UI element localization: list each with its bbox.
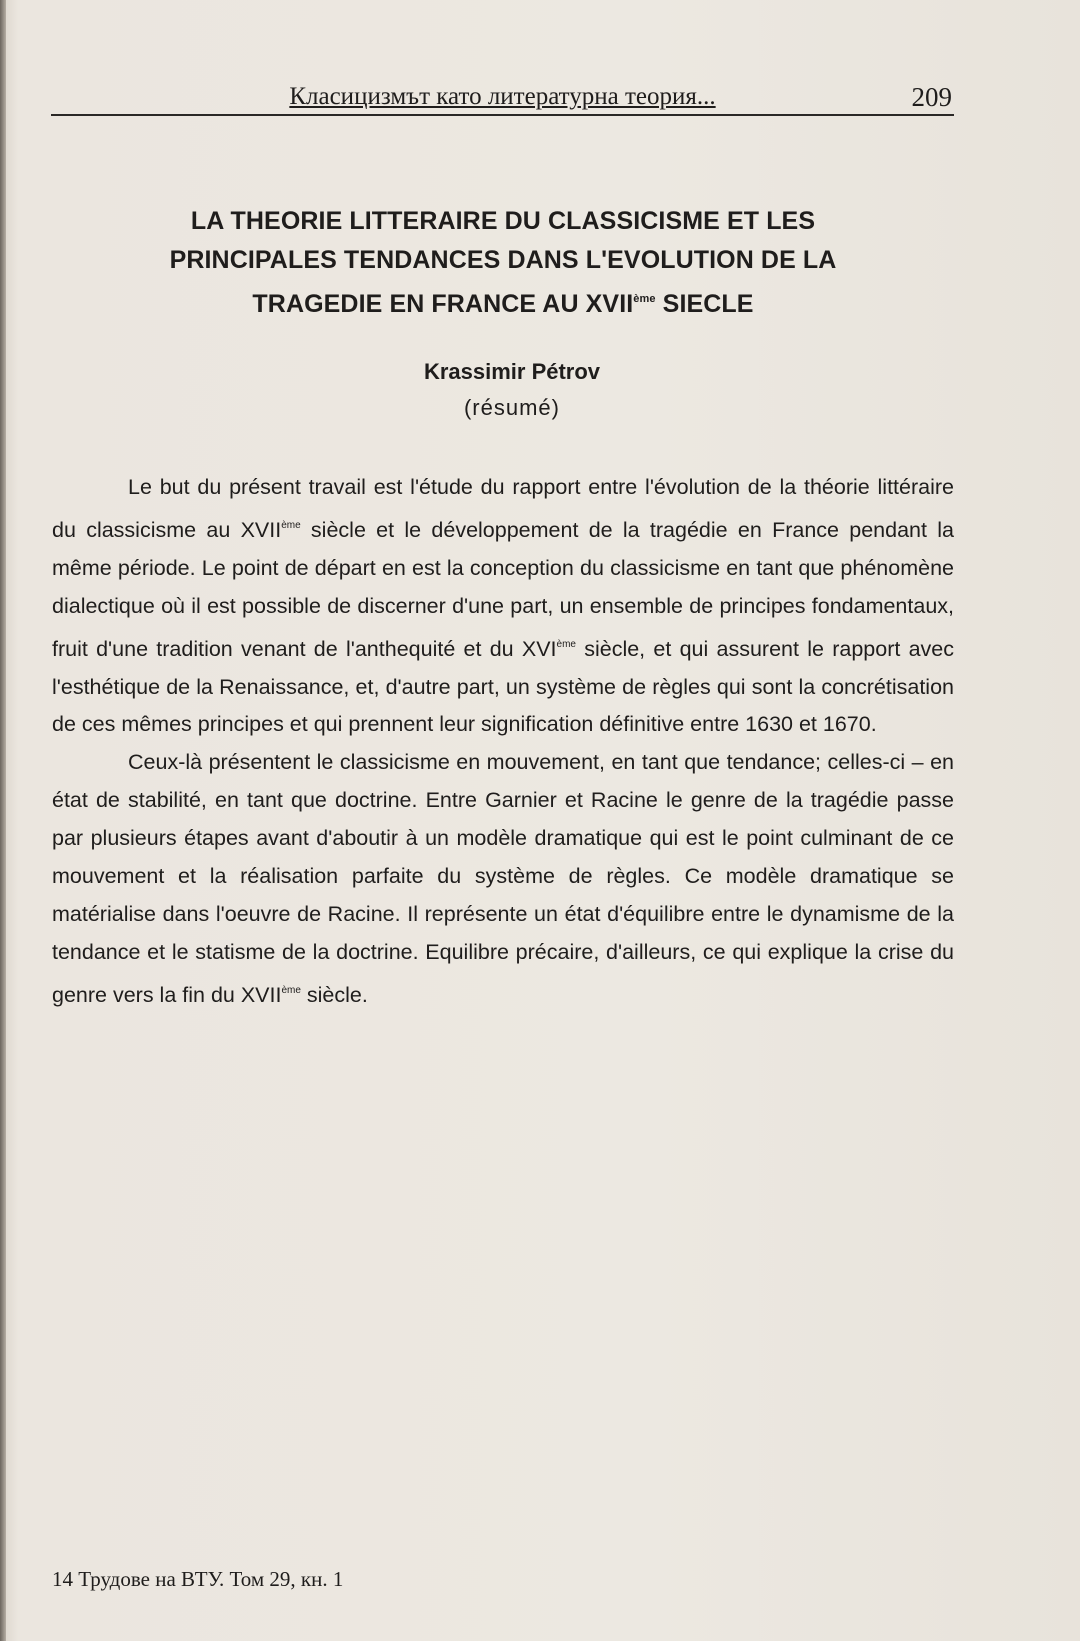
article-title	[110, 202, 896, 324]
page-footer: 14 Трудове на ВТУ. Том 29, кн. 1	[52, 1567, 344, 1591]
p2-ordinal-1: ème	[281, 984, 301, 996]
title-line-1: LA THEORIE LITTERAIRE DU CLASSICISME ET LES	[190, 207, 816, 235]
title-line-3-end: SIECLE	[655, 290, 754, 318]
running-title: Класицизмът като литературна теория...	[289, 83, 716, 110]
page-number: 209	[911, 82, 952, 112]
p1-text-b: siècle et le développement de la tragédie en France pendant la même période. Le point de départ en est la conception du classicisme en tant que phénomène dialectique où il est possible de discerner d'une part, un ensemble de principes fondamentaux, fruit d'une tradition venant de l'anthequité et du XVI	[52, 517, 954, 661]
paragraph-2	[52, 744, 954, 1014]
author-name: Krassimir Pétrov	[423, 359, 601, 384]
paragraph-1	[52, 469, 954, 744]
title-line-3-start: TRAGEDIE EN FRANCE AU XVII	[252, 290, 634, 318]
title-line-2: PRINCIPALES TENDANCES DANS L'EVOLUTION DE LA	[169, 246, 837, 274]
p1-ordinal-2: ème	[556, 638, 576, 650]
p2-text-a: Ceux-là présentent le classicisme en mouvement, en tant que tendance; celles-ci – en état de stabilité, en tant que doctrine. Entre Garnier et Racine le genre de la tragédie passe par plusieurs étapes avant d'aboutir à un modèle dramatique qui est le point culminant de ce mouvement et la réalisation parfaite du système de règles. Ce modèle dramatique se matérialise dans l'oeuvre de Racine. Il représente un état d'équilibre entre le dynamisme de la tendance et le statisme de la doctrine. Equilibre précaire, d'ailleurs, ce qui explique la crise du genre vers la fin du XVII	[52, 750, 954, 1007]
title-line-3	[110, 280, 896, 324]
p2-text-b: siècle.	[300, 982, 368, 1007]
running-header	[51, 82, 954, 116]
p1-text-a: Le but du présent travail est l'étude du rapport entre l'évolution de la théorie littéraire du classicisme au XVII	[52, 475, 954, 542]
p1-ordinal-1: ème	[281, 519, 301, 531]
article-body	[52, 469, 954, 1015]
p1-text-c: siècle, et qui assurent le rapport avec l'esthétique de la Renaissance, et, d'autre part, un système de règles qui sont la concrétisation de ces mêmes principes et qui prennent leur signification définitive entre 1630 et 1670.	[52, 636, 954, 737]
resume-label: (résumé)	[463, 395, 560, 420]
book-binding-edge	[0, 0, 6, 1641]
title-ordinal-superscript: ème	[633, 293, 656, 305]
